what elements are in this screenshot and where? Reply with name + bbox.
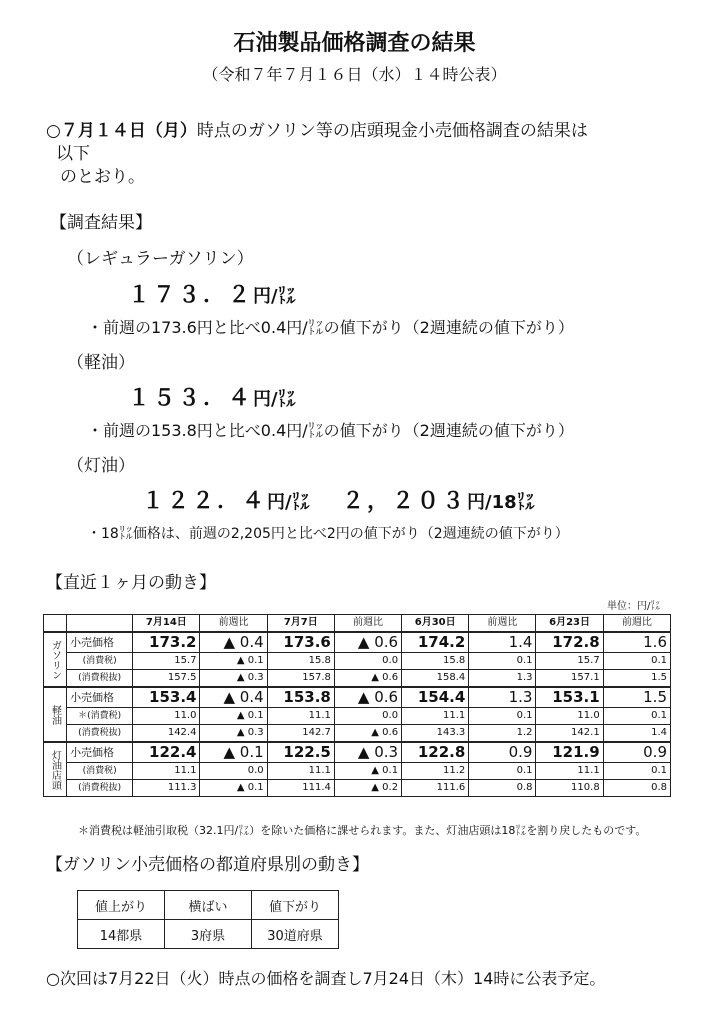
table-header-row xyxy=(44,615,671,633)
price-trend-table xyxy=(43,614,671,797)
price-cell: 111.4 xyxy=(267,780,334,797)
table-row xyxy=(44,670,671,688)
fuel-category: ガソリン xyxy=(44,632,67,687)
intro-line2: 以下 xyxy=(56,144,90,164)
price-cell: 121.9 xyxy=(536,742,603,763)
price-cell: 111.3 xyxy=(133,780,200,797)
prefecture-value-row xyxy=(78,920,339,949)
page-title: 石油製品価格調査の結果 xyxy=(233,31,476,56)
change-cell: ▲ 0.3 xyxy=(200,670,267,688)
intro-paragraph xyxy=(46,120,588,189)
prefecture-value-down: 30道府県 xyxy=(252,920,339,949)
price-cell: 122.4 xyxy=(133,742,200,763)
price-cell: 154.4 xyxy=(402,687,469,708)
price-cell: 142.1 xyxy=(536,725,603,743)
table-row xyxy=(44,632,671,653)
diesel-label: （軽油） xyxy=(67,353,135,373)
change-cell: 1.5 xyxy=(603,687,670,708)
change-cell: ▲ 0.6 xyxy=(334,687,401,708)
regular-price xyxy=(128,278,296,309)
change-cell: 0.1 xyxy=(603,763,670,780)
column-header: 前週比 xyxy=(603,615,670,633)
price-cell: 172.8 xyxy=(536,632,603,653)
price-cell: 11.1 xyxy=(536,763,603,780)
price-cell: 11.1 xyxy=(267,763,334,780)
price-cell: 11.1 xyxy=(402,708,469,725)
price-cell: 157.8 xyxy=(267,670,334,688)
price-cell: 157.5 xyxy=(133,670,200,688)
table-row xyxy=(44,780,671,797)
change-cell: ▲ 0.6 xyxy=(334,725,401,743)
price-cell: 15.8 xyxy=(402,653,469,670)
footnote-marker: ＊ xyxy=(78,711,88,721)
price-cell: 11.1 xyxy=(267,708,334,725)
change-cell: ▲ 0.1 xyxy=(200,708,267,725)
price-cell: 15.7 xyxy=(133,653,200,670)
regular-note: ・前週の173.6円と比べ0.4円/㍑の値下がり（2週連続の値下がり） xyxy=(87,318,574,337)
change-cell: 1.4 xyxy=(469,632,536,653)
change-cell: ▲ 0.3 xyxy=(334,742,401,763)
change-cell: 0.0 xyxy=(334,708,401,725)
bullet: ○ xyxy=(46,121,61,141)
price-cell: 174.2 xyxy=(402,632,469,653)
change-cell: 0.1 xyxy=(469,708,536,725)
price-cell: 11.0 xyxy=(536,708,603,725)
change-cell: 0.1 xyxy=(603,708,670,725)
price-cell: 111.6 xyxy=(402,780,469,797)
price-cell: 122.8 xyxy=(402,742,469,763)
column-header: 6月30日 xyxy=(402,615,469,633)
row-label: (消費税) xyxy=(67,763,133,780)
price-cell: 157.1 xyxy=(536,670,603,688)
column-header: 7月14日 xyxy=(133,615,200,633)
kerosene-price-value: １２２．４ xyxy=(142,489,268,514)
change-cell: 0.9 xyxy=(469,742,536,763)
kerosene-label: （灯油） xyxy=(67,456,135,476)
price-cell: 110.8 xyxy=(536,780,603,797)
price-cell: 153.4 xyxy=(133,687,200,708)
change-cell: 0.0 xyxy=(200,763,267,780)
change-cell: ▲ 0.6 xyxy=(334,632,401,653)
price-cell: 142.7 xyxy=(267,725,334,743)
regular-price-value: １７３．２ xyxy=(128,283,254,308)
kerosene-18l-value: ２，２０３ xyxy=(342,489,468,514)
kerosene-price-unit: 円/㍑ xyxy=(267,492,310,513)
prefecture-header-row xyxy=(78,891,339,920)
column-header: 前週比 xyxy=(334,615,401,633)
table-row xyxy=(44,687,671,708)
change-cell: ▲ 0.1 xyxy=(200,780,267,797)
change-cell: ▲ 0.1 xyxy=(200,653,267,670)
row-label: (消費税) xyxy=(67,653,133,670)
prefecture-heading: 【ガソリン小売価格の都道府県別の動き】 xyxy=(46,855,369,875)
change-cell: 0.1 xyxy=(603,653,670,670)
kerosene-note: ・18㍑価格は、前週の2,205円と比べ2円の値下がり（2週連続の値下がり） xyxy=(87,526,569,542)
row-label: 小売価格 xyxy=(67,687,133,708)
table-row xyxy=(44,725,671,743)
column-header: 前週比 xyxy=(469,615,536,633)
table-row xyxy=(44,708,671,725)
price-cell: 122.5 xyxy=(267,742,334,763)
change-cell: 1.2 xyxy=(469,725,536,743)
unit-label: 単位：円/㍑ xyxy=(607,601,661,612)
regular-price-unit: 円/㍑ xyxy=(253,286,296,307)
change-cell: ▲ 0.4 xyxy=(200,687,267,708)
change-cell: 1.6 xyxy=(603,632,670,653)
table-row xyxy=(44,742,671,763)
kerosene-18l-price xyxy=(342,484,535,515)
next-announcement: ○次回は7月22日（火）時点の価格を調査し7月24日（木）14時に公表予定。 xyxy=(46,969,606,988)
kerosene-price xyxy=(142,484,310,515)
price-cell: 143.3 xyxy=(402,725,469,743)
change-cell: ▲ 0.4 xyxy=(200,632,267,653)
change-cell: 1.4 xyxy=(603,725,670,743)
change-cell: ▲ 0.1 xyxy=(200,742,267,763)
change-cell: 1.3 xyxy=(469,670,536,688)
diesel-price-value: １５３．４ xyxy=(128,386,254,411)
change-cell: ▲ 0.1 xyxy=(334,763,401,780)
publication-date: （令和７年７月１６日（水）１４時公表） xyxy=(202,65,507,84)
row-label: (消費税抜) xyxy=(67,670,133,688)
column-header: 7月7日 xyxy=(267,615,334,633)
change-cell: ▲ 0.6 xyxy=(334,670,401,688)
row-label xyxy=(67,708,133,725)
fuel-category: 軽油 xyxy=(44,687,67,742)
price-cell: 15.7 xyxy=(536,653,603,670)
column-header: 前週比 xyxy=(200,615,267,633)
fuel-category: 灯油店頭 xyxy=(44,742,67,797)
change-cell: 0.1 xyxy=(469,653,536,670)
price-cell: 142.4 xyxy=(133,725,200,743)
price-cell: 173.6 xyxy=(267,632,334,653)
diesel-price xyxy=(128,381,296,412)
row-label: (消費税抜) xyxy=(67,725,133,743)
price-cell: 15.8 xyxy=(267,653,334,670)
corner-cell xyxy=(67,615,133,633)
row-label: 小売価格 xyxy=(67,632,133,653)
change-cell: 0.8 xyxy=(469,780,536,797)
table-row xyxy=(44,763,671,780)
regular-label: （レギュラーガソリン） xyxy=(67,249,254,269)
change-cell: ▲ 0.2 xyxy=(334,780,401,797)
price-cell: 11.2 xyxy=(402,763,469,780)
prefecture-header-up: 値上がり xyxy=(78,891,165,920)
prefecture-value-flat: 3府県 xyxy=(165,920,252,949)
change-cell: ▲ 0.3 xyxy=(200,725,267,743)
prefecture-value-up: 14都県 xyxy=(78,920,165,949)
price-cell: 158.4 xyxy=(402,670,469,688)
prefecture-header-flat: 横ばい xyxy=(165,891,252,920)
price-cell: 153.8 xyxy=(267,687,334,708)
corner-cell xyxy=(44,615,67,633)
change-cell: 0.1 xyxy=(469,763,536,780)
intro-line3: のとおり。 xyxy=(60,167,145,187)
row-label-text: (消費税) xyxy=(87,711,122,721)
price-cell: 11.0 xyxy=(133,708,200,725)
trend-heading: 【直近１ヶ月の動き】 xyxy=(46,573,216,593)
prefecture-table xyxy=(77,890,339,949)
table-row xyxy=(44,653,671,670)
price-cell: 153.1 xyxy=(536,687,603,708)
row-label: (消費税抜) xyxy=(67,780,133,797)
change-cell: 1.3 xyxy=(469,687,536,708)
row-label: 小売価格 xyxy=(67,742,133,763)
change-cell: 0.0 xyxy=(334,653,401,670)
price-cell: 11.1 xyxy=(133,763,200,780)
intro-date: ７月１４日（月） xyxy=(60,121,197,141)
diesel-price-unit: 円/㍑ xyxy=(253,389,296,410)
prefecture-header-down: 値下がり xyxy=(252,891,339,920)
intro-text: 時点のガソリン等の店頭現金小売価格調査の結果は xyxy=(196,121,588,141)
results-heading: 【調査結果】 xyxy=(50,213,152,233)
diesel-note: ・前週の153.8円と比べ0.4円/㍑の値下がり（2週連続の値下がり） xyxy=(87,421,574,440)
change-cell: 0.8 xyxy=(603,780,670,797)
change-cell: 1.5 xyxy=(603,670,670,688)
change-cell: 0.9 xyxy=(603,742,670,763)
tax-footnote: ＊消費税は軽油引取税（32.1円/㍑）を除いた価格に課せられます。また、灯油店頭は18㍑を割り戻したものです。 xyxy=(78,824,647,837)
kerosene-18l-unit: 円/18㍑ xyxy=(467,492,535,513)
price-cell: 173.2 xyxy=(133,632,200,653)
column-header: 6月23日 xyxy=(536,615,603,633)
